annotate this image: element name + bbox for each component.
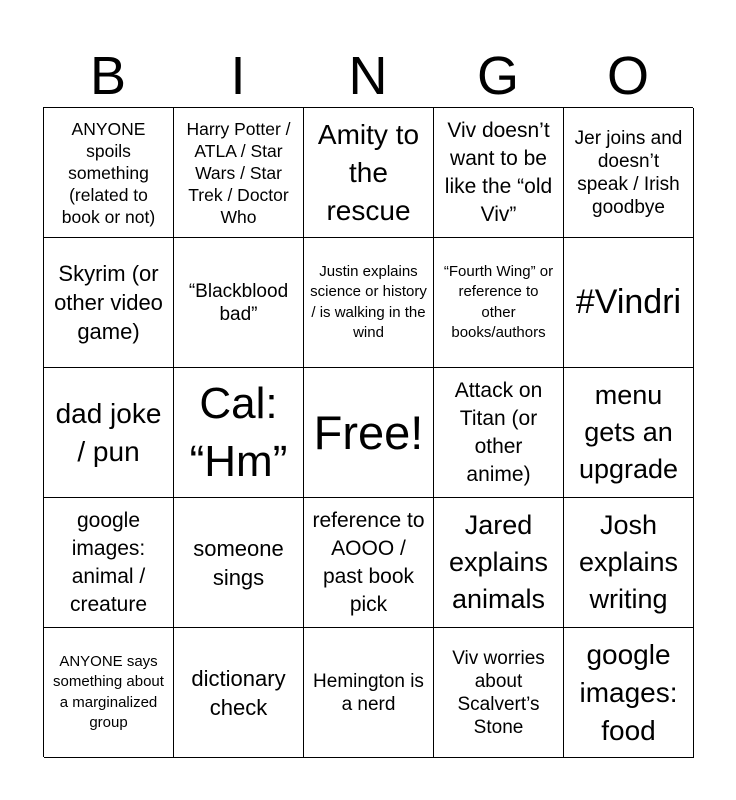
- bingo-cell[interactable]: [564, 108, 694, 238]
- bingo-cell[interactable]: [174, 238, 304, 368]
- cell-text: dad joke / pun: [55, 397, 162, 467]
- cell-text: #Vindri: [575, 283, 682, 321]
- bingo-cell[interactable]: [174, 108, 304, 238]
- bingo-cell[interactable]: [304, 628, 434, 758]
- bingo-cell[interactable]: [44, 108, 174, 238]
- bingo-cell[interactable]: [44, 498, 174, 628]
- cell-text: someone sings: [193, 535, 284, 590]
- header-letter-n: N: [348, 46, 388, 106]
- cell-text: Cal: “Hm”: [189, 378, 288, 486]
- cell-text: Jer joins and doesn’t speak / Irish goodbye: [574, 127, 683, 218]
- bingo-header: [43, 46, 693, 106]
- cell-text: google images: animal / creature: [69, 508, 148, 616]
- cell-text: google images: food: [579, 638, 678, 746]
- cell-text: dictionary check: [191, 665, 286, 720]
- cell-text: Attack on Titan (or other anime): [454, 378, 543, 486]
- bingo-board: [43, 107, 693, 757]
- bingo-cell[interactable]: [434, 108, 564, 238]
- bingo-cell[interactable]: [174, 368, 304, 498]
- bingo-cell[interactable]: [304, 498, 434, 628]
- cell-text: Viv worries about Scalvert’s Stone: [452, 647, 545, 738]
- bingo-cell[interactable]: [174, 628, 304, 758]
- bingo-cell[interactable]: [304, 108, 434, 238]
- bingo-cell[interactable]: [44, 628, 174, 758]
- cell-text: Amity to the rescue: [317, 118, 420, 226]
- cell-text: Harry Potter / ATLA / Star Wars / Star Trek / Doctor Who: [186, 118, 291, 227]
- bingo-cell[interactable]: [564, 628, 694, 758]
- bingo-cell[interactable]: [174, 498, 304, 628]
- cell-text: reference to AOOO / past book pick: [312, 508, 425, 616]
- cell-text: Josh explains writing: [578, 510, 679, 614]
- cell-text: ANYONE says something about a marginalized group: [53, 652, 164, 731]
- cell-text: Viv doesn’t want to be like the “old Viv”: [444, 118, 553, 226]
- cell-text: Jared explains animals: [448, 510, 549, 614]
- bingo-cell[interactable]: [434, 368, 564, 498]
- header-letter-b: B: [89, 46, 127, 106]
- bingo-cell[interactable]: [44, 368, 174, 498]
- cell-text: Skyrim (or other video game): [54, 261, 163, 344]
- header-letter-o: O: [606, 46, 649, 106]
- free-space[interactable]: [304, 368, 434, 498]
- cell-text: “Blackblood bad”: [188, 280, 289, 325]
- cell-text: Justin explains science or history / is walking in the wind: [310, 262, 427, 341]
- bingo-cell[interactable]: [434, 628, 564, 758]
- bingo-cell[interactable]: [304, 238, 434, 368]
- cell-text: ANYONE spoils something (related to book or not): [61, 118, 156, 227]
- header-letter-g: G: [476, 46, 519, 106]
- bingo-cell[interactable]: [564, 238, 694, 368]
- cell-text: Hemington is a nerd: [313, 670, 424, 715]
- bingo-cell[interactable]: [434, 238, 564, 368]
- cell-text: menu gets an upgrade: [578, 380, 679, 484]
- bingo-cell[interactable]: [434, 498, 564, 628]
- cell-text: Free!: [313, 405, 424, 459]
- header-letter-i: I: [230, 46, 246, 106]
- bingo-cell[interactable]: [44, 238, 174, 368]
- cell-text: “Fourth Wing” or reference to other books/authors: [443, 262, 554, 341]
- bingo-cell[interactable]: [564, 368, 694, 498]
- bingo-cell[interactable]: [564, 498, 694, 628]
